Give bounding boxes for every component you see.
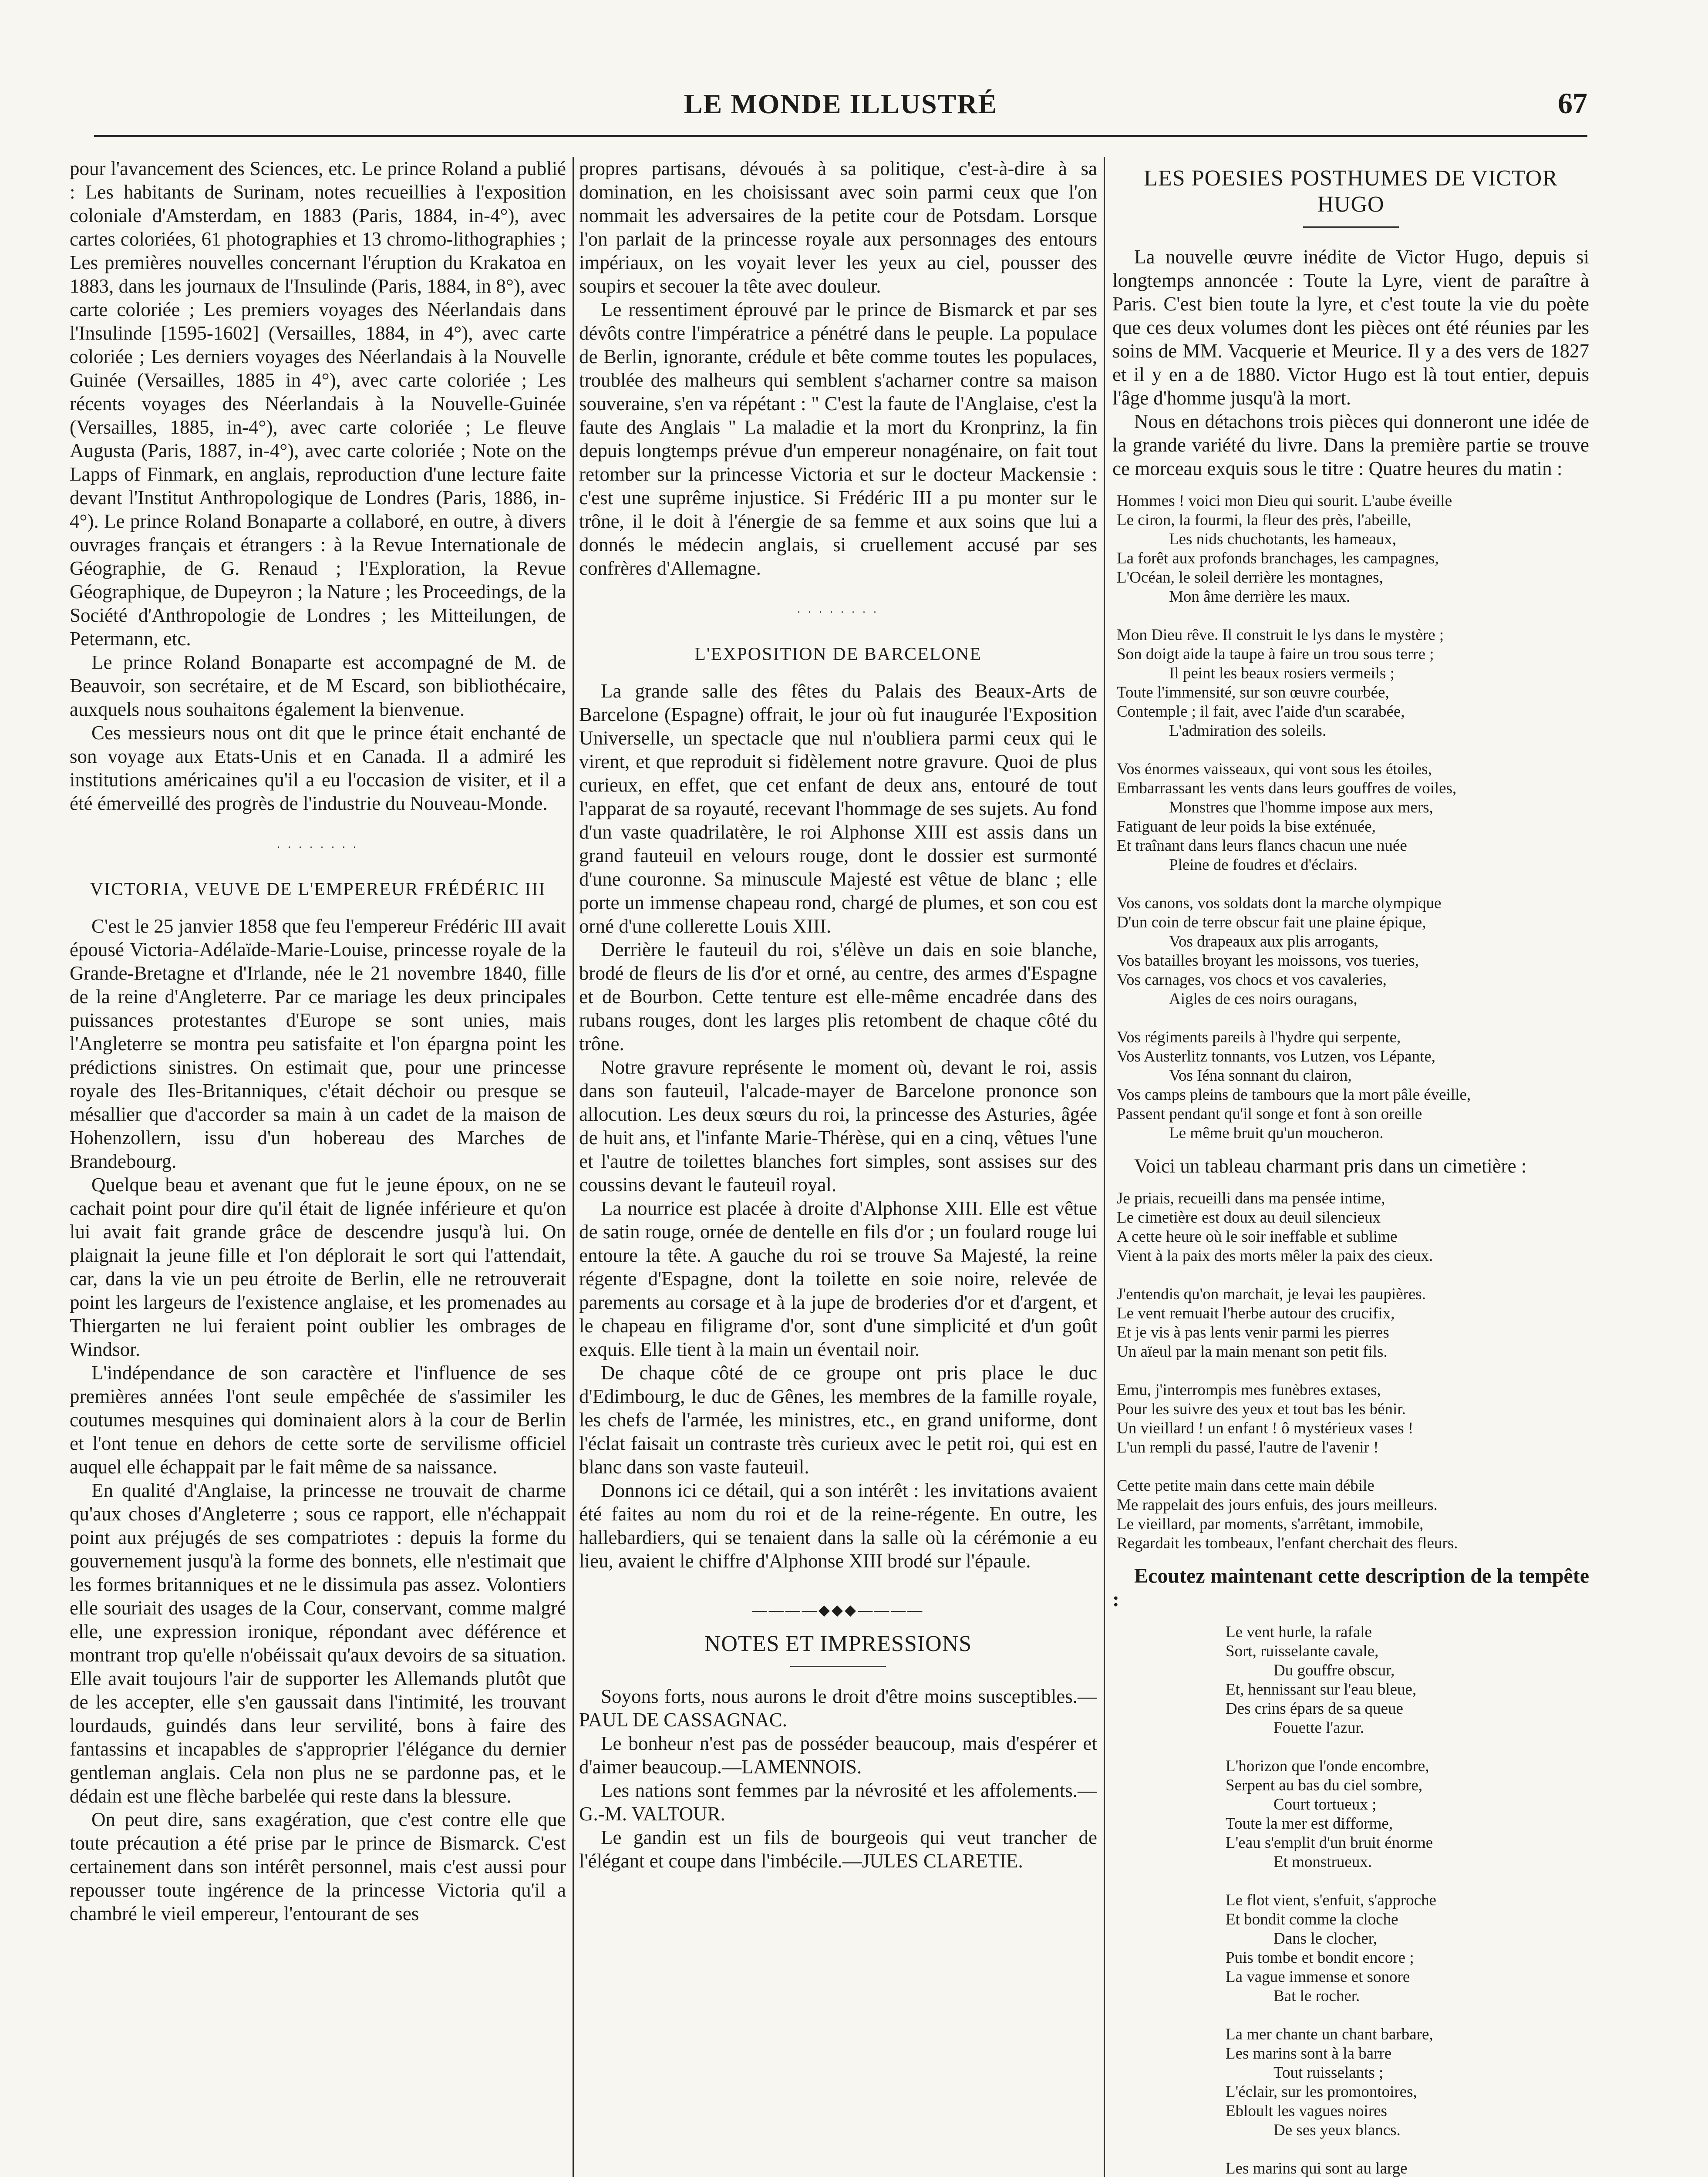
paragraph: C'est le 25 janvier 1858 que feu l'empereur Frédéric III avait épousé Victoria-Adélaïde-Marie-Louise, princesse royale de la Grande-Bretagne et d'Irlande, née le 21 novembre 1840, fille de la reine d'Angleterre. Par ce mariage les deux principales puissances protestantes d'Europe se sont unies, mais l'Angleterre se montra peu satisfaite et l'on épargna point les prédictions sinistres. On estimait que, pour une princesse royale des Iles-Britanniques, c'était déchoir ou presque se mésallier que d'accorder sa main à un cadet de la maison de Hohenzollern, issu d'un hobereau des Marches de Brandebourg.: [70, 915, 566, 1172]
page-number: 67: [1558, 87, 1587, 120]
poem-line: Bat le rocher.: [1273, 1987, 1360, 2005]
poem-line: Et traînant dans leurs flancs chacun une nuée: [1117, 837, 1407, 855]
poem-line: Du gouffre obscur,: [1273, 1661, 1395, 1679]
poem-line: Embarrassant les vents dans leurs gouffres de voiles,: [1117, 779, 1457, 797]
poem-line: Pour les suivre des yeux et tout bas les bénir.: [1117, 1400, 1406, 1418]
poem-line: Contemple ; il fait, avec l'aide d'un scarabée,: [1117, 703, 1405, 721]
poem-line: Cette petite main dans cette main débile: [1117, 1477, 1374, 1495]
poem-line: Le vent hurle, la rafale: [1226, 1623, 1372, 1641]
hugo-title: LES POESIES POSTHUMES DE VICTOR HUGO: [1144, 166, 1558, 217]
poem-line: Me rappelait des jours enfuis, des jours meilleurs.: [1117, 1496, 1438, 1514]
poem-line: Dans le clocher,: [1273, 1930, 1377, 1948]
paragraph: Derrière le fauteuil du roi, s'élève un dais en soie blanche, brodé de fleurs de lis d'or et orné, au centre, des armes d'Espagne et de Bourbon. Cette tenture est elle-même encadrée dans des rubans rouges, dont les larges plis retombent de chaque côté du trône.: [579, 939, 1097, 1055]
poem-line: L'éclair, sur les promontoires,: [1226, 2083, 1417, 2101]
poem-line: Et bondit comme la cloche: [1226, 1911, 1398, 1928]
poem-line: Les nids chuchotants, les hameaux,: [1169, 530, 1396, 548]
poem-line: Il peint les beaux rosiers vermeils ;: [1169, 664, 1395, 682]
poem-line: [1117, 1457, 1589, 1476]
poem-line: Un vieillard ! un enfant ! ô mystérieux vases !: [1117, 1419, 1414, 1437]
poem-line: [1117, 875, 1589, 894]
poem-line: L'un rempli du passé, l'autre de l'avenir !: [1117, 1439, 1379, 1456]
poem-line: La forêt aux profonds branchages, les campagnes,: [1117, 549, 1439, 567]
separator: . . . . . . . .: [797, 603, 879, 615]
paragraph: Ecoutez maintenant cette description de la tempête :: [1112, 1564, 1589, 1611]
separator: . . . . . . . .: [277, 838, 359, 850]
poem-line: Son doigt aide la taupe à faire un trou sous terre ;: [1117, 645, 1434, 663]
poem-line: Serpent au bas du ciel sombre,: [1226, 1776, 1423, 1794]
poem-line: L'Océan, le soleil derrière les montagnes,: [1117, 569, 1383, 586]
paragraph: La nouvelle œuvre inédite de Victor Hugo, depuis si longtemps annoncée : Toute la Lyre, vient de paraître à Paris. C'est bien toute la lyre, et c'est toute la vie du poète que ces deux volumes dont les pièces ont été réunies par les soins de MM. Vacquerie et Meurice. Il y a des vers de 1827 et il y en a de 1880. Victor Hugo est là tout entier, depuis l'âge d'homme jusqu'à la mort.: [1112, 246, 1589, 409]
poem-line: Fouette l'azur.: [1273, 1719, 1364, 1737]
poem-line: Le cimetière est doux au deuil silencieux: [1117, 1209, 1381, 1227]
poem-line: [1117, 2006, 1589, 2025]
poem-quatre-heures: [1117, 492, 1589, 1143]
paragraph: En qualité d'Anglaise, la princesse ne trouvait de charme qu'aux choses d'Angleterre ; sous ce rapport, elle n'échappait point aux préjugés de ses compatriotes : depuis la forme du gouvernement jusqu'à la forme des bonnets, elle n'estimait que les formes britanniques et ne le dissimula pas assez. Volontiers elle souriait des usages de la Cour, conservant, comme malgré elle, une expression ironique, répondant avec déférence et montrant trop qu'elle n'obéissait qu'aux devoirs de sa situation. Elle avait toujours l'air de supporter les Allemands plutôt que de les accepter, elle s'en gaussait dans l'intimité, les trouvant lourdauds, guindés dans leur servilité, bons à faire des fantassins et incapables de s'approprier l'élégance du dernier gentleman anglais. Cela non plus ne se pardonne pas, et le dédain est une flèche barbelée qui reste dans la blessure.: [70, 1479, 566, 1807]
poem-line: Aigles de ces noirs ouragans,: [1169, 990, 1358, 1008]
poem-line: Vos canons, vos soldats dont la marche olympique: [1117, 894, 1442, 912]
poem-line: Court tortueux ;: [1273, 1796, 1377, 1813]
paragraph: Donnons ici ce détail, qui a son intérêt : les invitations avaient été faites au nom du roi et de la reine-régente. En outre, les hallebardiers, qui se tenaient dans la salle où la cérémonie a eu lieu, avaient le chiffre d'Alphonse XIII brodé sur l'épaule.: [579, 1479, 1097, 1572]
poem-line: L'admiration des soleils.: [1169, 722, 1327, 740]
poem-line: Vos carnages, vos chocs et vos cavaleries,: [1117, 971, 1387, 989]
paragraph: Quelque beau et avenant que fut le jeune époux, on ne se cachait point pour dire qu'il était de lignée inférieure et qu'on lui avait fait grande grâce de descendre jusqu'à lui. On plaignait la jeune fille et l'on déplorait le sort qui l'attendait, car, dans la vie un peu étroite de Berlin, elle ne retrouverait point les largeurs de l'existence anglaise, et les promenades au Thiergarten ne lui feraient point oublier les ombrages de Windsor.: [70, 1174, 566, 1360]
poem-line: [1117, 2140, 1589, 2159]
poem-line: De ses yeux blancs.: [1273, 2121, 1401, 2139]
poem-line: Vos Iéna sonnant du clairon,: [1169, 1067, 1352, 1085]
poem-line: L'horizon que l'onde encombre,: [1226, 1757, 1429, 1775]
header-rule: [94, 135, 1587, 137]
poem-line: [1117, 741, 1589, 760]
paragraph: De chaque côté de ce groupe ont pris place le duc d'Edimbourg, le duc de Gênes, les membres de la famille royale, les chefs de l'armée, les ministres, etc., en grand uniforme, dont l'éclat faisait un contraste très curieux avec le petit roi, qui est en blanc dans son vaste fauteuil.: [579, 1362, 1097, 1478]
poem-line: Regardait les tombeaux, l'enfant cherchait des fleurs.: [1117, 1534, 1458, 1552]
paragraph: Le ressentiment éprouvé par le prince de Bismarck et par ses dévôts contre l'impératrice a pénétré dans le peuple. La populace de Berlin, ignorante, crédule et bête comme toutes les populaces, troublée des malheurs qui semblent s'acharner contre sa maison souveraine, s'en va répétant : " C'est la faute de l'Anglaise, c'est la faute des Anglais " La maladie et la mort du Kronprinz, la fin depuis longtemps prévue d'un empereur nonagénaire, on fait tout retomber sur la princesse Victoria et sur le docteur Mackensie : c'est une suprême injustice. Si Frédéric III a pu monter sur le trône, il le doit à l'énergie de sa femme et aux soins que lui a donnés le médecin anglais, si cruellement accusé par ses confrères d'Allemagne.: [579, 299, 1097, 579]
quote: Le bonheur n'est pas de posséder beaucoup, mais d'espérer et d'aimer beaucoup.—LAMENNOIS.: [579, 1732, 1097, 1778]
poem-line: Emu, j'interrompis mes funèbres extases,: [1117, 1381, 1381, 1399]
poem-line: A cette heure où le soir ineffable et sublime: [1117, 1228, 1398, 1246]
ornament-divider: ————◆◆◆————: [752, 1602, 924, 1618]
poem-line: Vos batailles broyant les moissons, vos tueries,: [1117, 952, 1419, 970]
poem-line: Vos Austerlitz tonnants, vos Lutzen, vos Lépante,: [1117, 1048, 1436, 1065]
poem-line: Les marins sont à la barre: [1226, 2045, 1392, 2062]
column-divider: [1104, 157, 1105, 2177]
poem-line: Passent pendant qu'il songe et font à son oreille: [1117, 1105, 1422, 1123]
poem-line: Je priais, recueilli dans ma pensée intime,: [1117, 1190, 1385, 1207]
paragraph: Ces messieurs nous ont dit que le prince était enchanté de son voyage aux Etats-Unis et en Canada. Il a admiré les institutions américaines qu'il a eu l'occasion de visiter, et il a été émerveillé des progrès de l'industrie du Nouveau-Monde.: [70, 722, 566, 814]
column-divider: [573, 157, 574, 2177]
quote: Le gandin est un fils de bourgeois qui veut trancher de l'élégant et coupe dans l'imbécile.—JULES CLARETIE.: [579, 1827, 1097, 1872]
poem-line: Le vieillard, par moments, s'arrêtant, immobile,: [1117, 1515, 1424, 1533]
poem-line: Et monstrueux.: [1273, 1853, 1372, 1871]
column-2: [579, 157, 1097, 2177]
paragraph: La grande salle des fêtes du Palais des Beaux-Arts de Barcelone (Espagne) offrait, le jour où fut inaugurée l'Exposition Universelle, un spectacle que nul n'oubliera parmi ceux qui le virent, et que reproduit si fidèlement notre gravure. Quoi de plus curieux, en effet, que cet enfant de deux ans, entouré de tout l'apparat de sa royauté, recevant l'hommage de ses sujets. Au fond d'un vaste quadrilatère, le roi Alphonse XIII est assis dans un grand fauteuil en velours rouge, dont le dossier est surmonté d'une couronne. Sa minuscule Majesté est vêtue de blanc ; elle porte un immense chapeau rond, chargé de plumes, et son cou est orné d'une collerette Louis XIII.: [579, 680, 1097, 937]
paragraph: Nous en détachons trois pièces qui donneront une idée de la grande variété du livre. Dans la première partie se trouve ce morceau exquis sous le titre : Quatre heures du matin :: [1112, 411, 1589, 479]
poem-line: Mon Dieu rêve. Il construit le lys dans le mystère ;: [1117, 626, 1444, 644]
column-1: [70, 157, 566, 2177]
poem-line: Vos énormes vaisseaux, qui vont sous les étoiles,: [1117, 760, 1432, 778]
poem-line: J'entendis qu'on marchait, je levai les paupières.: [1117, 1285, 1426, 1303]
poem-line: D'un coin de terre obscur fait une plaine épique,: [1117, 913, 1426, 931]
poem-line: Vos drapeaux aux plis arrogants,: [1169, 933, 1379, 950]
paragraph: Notre gravure représente le moment où, devant le roi, assis dans son fauteuil, l'alcade-mayer de Barcelone prononce son allocution. Les deux sœurs du roi, la princesse des Asturies, âgée de huit ans, et l'infante Marie-Thérèse, qui en a cinq, vêtues l'une et l'autre de toilettes blanches fort simples, sont assises sur des coussins devant le fauteuil royal.: [579, 1056, 1097, 1196]
poem-line: Vos camps pleins de tambours que la mort pâle éveille,: [1117, 1086, 1471, 1104]
poem-line: Vos régiments pareils à l'hydre qui serpente,: [1117, 1028, 1401, 1046]
poem-line: Le flot vient, s'enfuit, s'approche: [1226, 1891, 1436, 1909]
poem-tempete: [1117, 1623, 1589, 2177]
paragraph: Voici un tableau charmant pris dans un cimetière :: [1134, 1155, 1527, 1177]
poem-line: Les marins qui sont au large: [1226, 2160, 1408, 2177]
poem-line: [1117, 1361, 1589, 1381]
poem-line: Fatiguant de leur poids la bise exténuée,: [1117, 818, 1376, 836]
poem-line: [1117, 1009, 1589, 1028]
poem-line: La vague immense et sonore: [1226, 1968, 1410, 1986]
paragraph: Le prince Roland Bonaparte est accompagné de M. de Beauvoir, son secrétaire, et de M Escard, son bibliothécaire, auxquels nous souhaitons également la bienvenue.: [70, 651, 566, 720]
poem-line: Un aïeul par la main menant son petit fils.: [1117, 1343, 1388, 1361]
paragraph: propres partisans, dévoués à sa politique, c'est-à-dire à sa domination, en les choisissant avec soin parmi ceux que l'on nommait les adversaires de la petite cour de Potsdam. Lorsque l'on parlait de la princesse royale aux personnages des entours impériaux, on les voyait lever les yeux au ciel, pousser des soupirs et secouer la tête avec douleur.: [579, 158, 1097, 297]
roland-bonaparte-text: pour l'avancement des Sciences, etc. Le prince Roland a publié : Les habitants de Surinam, notes recueillies à l'exposition coloniale d'Amsterdam, en 1883 (Paris, 1884, in-4°), avec cartes coloriées, 61 photographies et 13 chromo-lithographies ; Les premières nouvelles concernant l'éruption du Krakatoa en 1883, dans les journaux de l'Insulinde (Paris, 1884, in 8°), avec carte coloriée ; Les premiers voyages des Néerlandais dans l'Insulinde [1595-1602] (Versailles, 1884, in 4°), avec carte coloriée ; Les derniers voyages des Néerlandais à la Nouvelle Guinée (Versailles, 1885 in 4°), avec carte coloriée ; Les récents voyages des Néerlandais à la Nouvelle-Guinée (Versailles, 1885, in-4°), avec carte coloriée ; Le fleuve Augusta (Paris, 1887, in-4°), avec carte coloriée ; Note on the Lapps of Finmark, en anglais, reproduction d'une lecture faite devant l'Institut Anthropologique de Londres (Paris, 1886, in-4°). Le prince Roland Bonaparte a collaboré, en outre, à divers ouvrages français et étrangers : à la Revue Internationale de Géographie, de G. Renaud ; l'Exploration, la Revue Géographique, de Dupeyron ; la Nature ; les Proceedings, de la Société d'Anthropologie de Londres ; les Mitteilungen, de Petermann, etc.: [70, 158, 566, 650]
poem-line: Le même bruit qu'un moucheron.: [1169, 1124, 1384, 1142]
poem-line: Le ciron, la fourmi, la fleur des près, l'abeille,: [1117, 511, 1412, 529]
poem-line: [1117, 1738, 1589, 1757]
section-title-barcelone: L'EXPOSITION DE BARCELONE: [694, 644, 982, 664]
poem-line: Sort, ruisselante cavale,: [1226, 1642, 1379, 1660]
quote: Soyons forts, nous aurons le droit d'être moins susceptibles.—PAUL DE CASSAGNAC.: [579, 1685, 1097, 1731]
poem-line: L'eau s'emplit d'un bruit énorme: [1226, 1834, 1433, 1852]
poem-line: Vient à la paix des morts mêler la paix des cieux.: [1117, 1247, 1433, 1265]
title-rule: [790, 1666, 886, 1667]
poem-line: Le vent remuait l'herbe autour des crucifix,: [1117, 1304, 1395, 1322]
poem-line: Toute l'immensité, sur son œuvre courbée,: [1117, 684, 1389, 701]
masthead: [94, 83, 1587, 131]
poem-line: Mon âme derrière les maux.: [1169, 588, 1351, 606]
column-3: [1112, 157, 1589, 2177]
poem-cimetiere: [1117, 1189, 1589, 1553]
quote: Les nations sont femmes par la névrosité et les affolements.—G.-M. VALTOUR.: [579, 1779, 1097, 1825]
newspaper-title: LE MONDE ILLUSTRÉ: [684, 88, 998, 119]
poem-line: [1117, 1266, 1589, 1285]
paragraph: La nourrice est placée à droite d'Alphonse XIII. Elle est vêtue de satin rouge, ornée de dentelle en fils d'or ; un foulard rouge lui entoure la tête. A gauche du roi se trouve Sa Majesté, la reine régente d'Espagne, dont la toilette en soie noire, relevée de parements au corsage et à la jupe de broderies d'or et d'argent, et le chapeau en filigrame d'or, sont d'une simplicité et d'un goût exquis. Elle tient à la main un éventail noir.: [579, 1197, 1097, 1360]
title-rule: [1303, 226, 1399, 228]
notes-title: NOTES ET IMPRESSIONS: [704, 1631, 972, 1656]
section-title-victoria: VICTORIA, VEUVE DE L'EMPEREUR FRÉDÉRIC III: [90, 880, 546, 900]
poem-line: Des crins épars de sa queue: [1226, 1700, 1403, 1718]
poem-line: [1117, 607, 1589, 626]
poem-line: Et, hennissant sur l'eau bleue,: [1226, 1681, 1417, 1698]
poem-line: Ebloult les vagues noires: [1226, 2102, 1387, 2120]
poem-line: Et je vis à pas lents venir parmi les pierres: [1117, 1324, 1389, 1341]
poem-line: Hommes ! voici mon Dieu qui sourit. L'aube éveille: [1117, 492, 1452, 510]
poem-line: Monstres que l'homme impose aux mers,: [1169, 799, 1433, 816]
poem-line: Pleine de foudres et d'éclairs.: [1169, 856, 1358, 874]
poem-line: Puis tombe et bondit encore ;: [1226, 1949, 1414, 1967]
poem-line: Toute la mer est difforme,: [1226, 1815, 1393, 1833]
poem-line: Tout ruisselants ;: [1273, 2064, 1384, 2082]
paragraph: On peut dire, sans exagération, que c'est contre elle que toute précaution a été prise par le prince de Bismarck. C'est certainement dans son intérêt personnel, mais c'est aussi pour repousser toute ingérence de la princesse Victoria qu'il a chambré le vieil empereur, l'entourant de ses: [70, 1809, 566, 1924]
paragraph: L'indépendance de son caractère et l'influence de ses premières années l'ont seule empêchée de s'assimiler les coutumes mesquines qui dominaient alors à la cour de Berlin et l'ont tenue en dehors de cette sorte de servilisme officiel auquel elle échappait par le fait même de sa naissance.: [70, 1362, 566, 1478]
poem-line: [1117, 1872, 1589, 1891]
poem-line: La mer chante un chant barbare,: [1226, 2025, 1433, 2043]
